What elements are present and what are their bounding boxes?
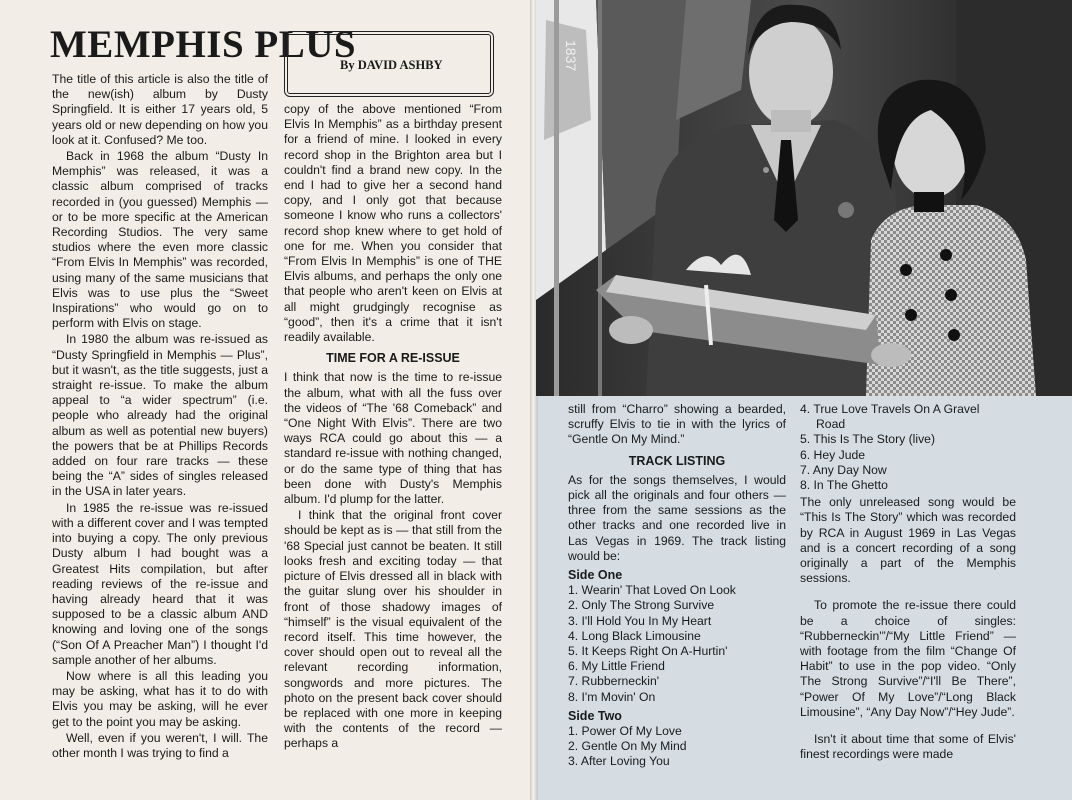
column-3 (568, 402, 786, 770)
track-item: 2. Gentle On My Mind (568, 739, 687, 754)
paragraph: In 1985 the re-issue was re-issued with a different cover and I was tempted into buying a copy. The only previous Dusty album I had bought was a Greatest Hits compilation, but after reading reviews of the re-issue and having already heard that it was supposed to be a classic album AND knowing and loving one of the songs (“Son Of A Preacher Man”) I thought I'd sample another of her albums. (52, 500, 268, 667)
column-1 (52, 72, 268, 762)
section-heading: TIME FOR A RE-ISSUE (326, 351, 460, 366)
track-item: 6. Hey Jude (800, 447, 866, 462)
column-4 (800, 402, 1016, 763)
track-item: 6. My Little Friend (568, 659, 665, 674)
column-2 (284, 102, 502, 753)
side-two-label: Side Two (568, 708, 622, 723)
track-item: 4. True Love Travels On A Gravel (800, 402, 980, 416)
paragraph: As for the songs themselves, I would pick all the originals and four others — three from the same sessions as the other tracks and one recorded live in Las Vegas in 1969. The track listing would be: (568, 472, 786, 563)
track-item: 3. After Loving You (568, 754, 670, 769)
track-item: 2. Only The Strong Survive (568, 598, 715, 613)
track-item: 3. I'll Hold You In My Heart (568, 613, 712, 628)
paragraph: still from “Charro” showing a bearded, scruffy Elvis to tie in with the lyrics of “Gentle On My Mind.” (568, 402, 786, 447)
photo-illustration (536, 0, 1072, 396)
paragraph: copy of the above mentioned “From Elvis In Memphis” as a birthday present for a friend of mine. I looked in every record shop in the Brighton area but I couldn't find a brand new copy. In the end I had to give her a second hand copy, and I only got that because someone I know who runs a collectors' record shop knew where to get hold of one for me. When you consider that “From Elvis In Memphis” is one of THE Elvis albums, and perhaps the only one that people who aren't keen on Elvis at all might grudgingly recognise as “good”, then it's a crime that it isn't readily available. (284, 102, 502, 345)
flag-text: 1837 (563, 40, 579, 72)
paragraph: To promote the re-issue there could be a choice of singles: “Rubberneckin'”/“My Little Friend” — with footage from the film “Change Of Habit” to use in the pop video. “Only The Strong Survive”/“I'll Be There”, “Power Of My Love”/“Long Black Limousine”, “Any Day Now”/“Hey Jude”. (800, 598, 1016, 719)
paragraph: I think that the original front cover should be kept as is — that still from the '68 Special just cannot be beaten. It still looks fresh and exciting today — that picture of Elvis dressed all in black with the guitar slung over his shoulder in front of those shadowy images of “himself” is the visual equivalent of the record itself. This time however, the cover should open out to reveal all the relevant recording information, songwords and more pictures. The photo on the present back cover should be replaced with one more in keeping with the contents of the record — perhaps a (284, 508, 502, 751)
track-item: 7. Rubberneckin' (568, 674, 660, 689)
track-item: 8. In The Ghetto (800, 478, 888, 493)
article-byline: By DAVID ASHBY (340, 58, 443, 72)
track-item: 8. I'm Movin' On (568, 689, 656, 704)
track-item: 1. Wearin' That Loved On Look (568, 583, 736, 598)
track-item: 5. It Keeps Right On A-Hurtin' (568, 644, 728, 659)
paragraph: Well, even if you weren't, I will. The other month I was trying to find a (52, 730, 268, 760)
track-item: 5. This Is The Story (live) (800, 432, 936, 447)
elvis-photo (536, 0, 1072, 396)
track-item: 7. Any Day Now (800, 462, 887, 477)
paragraph: Back in 1968 the album “Dusty In Memphis” was released, it was a classic album comprised of tracks recorded in (you guessed) Memphis — or to be more specific at the American Recording Studios. The very same studios where the even more classic “From Elvis In Memphis” was recorded, using many of the same musicians that Elvis was to use plus the “Sweet Inspirations” who would go on to perform with Elvis on stage. (52, 149, 268, 331)
side-two-list (568, 724, 786, 770)
paragraph: Isn't it about time that some of Elvis' finest recordings were made (800, 732, 1016, 762)
paragraph: The only unreleased song would be “This Is The Story” which was recorded by RCA in August 1969 in Las Vegas and is a concert recording of a song originally a part of the Memphis sessions. (800, 495, 1016, 586)
side-two-list-continued (800, 402, 1016, 493)
paragraph: In 1980 the album was re-issued as “Dusty Springfield in Memphis — Plus”, but it wasn't, as the title suggests, just a straight re-issue. To make the album appeal to “a wider spectrum” (i.e. people who already had the original album as well as potential new buyers) the powers that be at Phillips Records added on four rare tracks — these being the “A” sides of singles released in the USA in later years. (52, 332, 268, 499)
section-heading: TRACK LISTING (628, 453, 726, 468)
paragraph: The title of this article is also the title of the new(ish) album by Dusty Springfield. It is either 17 years old, 5 years old or new depending on how you look at it. Confused? Me too. (52, 72, 268, 147)
paragraph: I think that now is the time to re-issue the album, what with all the fuss over the videos of “The '68 Comeback” and “One Night With Elvis”. There are two ways RCA could go about this — a standard re-issue with nothing changed, or do the same type of thing that has been done with Dusty's Memphis album. I'd plump for the latter. (284, 370, 502, 507)
article-title: MEMPHIS PLUS (50, 23, 357, 66)
track-item: 1. Power Of My Love (568, 724, 682, 739)
track-item: Road (816, 417, 846, 432)
side-one-list (568, 583, 786, 705)
paragraph: Now where is all this leading you may be asking, what has it to do with Elvis you may be asking, will he ever get to the point you may be asking. (52, 668, 268, 729)
track-item: 4. Long Black Limousine (568, 628, 701, 643)
side-one-label: Side One (568, 568, 623, 583)
